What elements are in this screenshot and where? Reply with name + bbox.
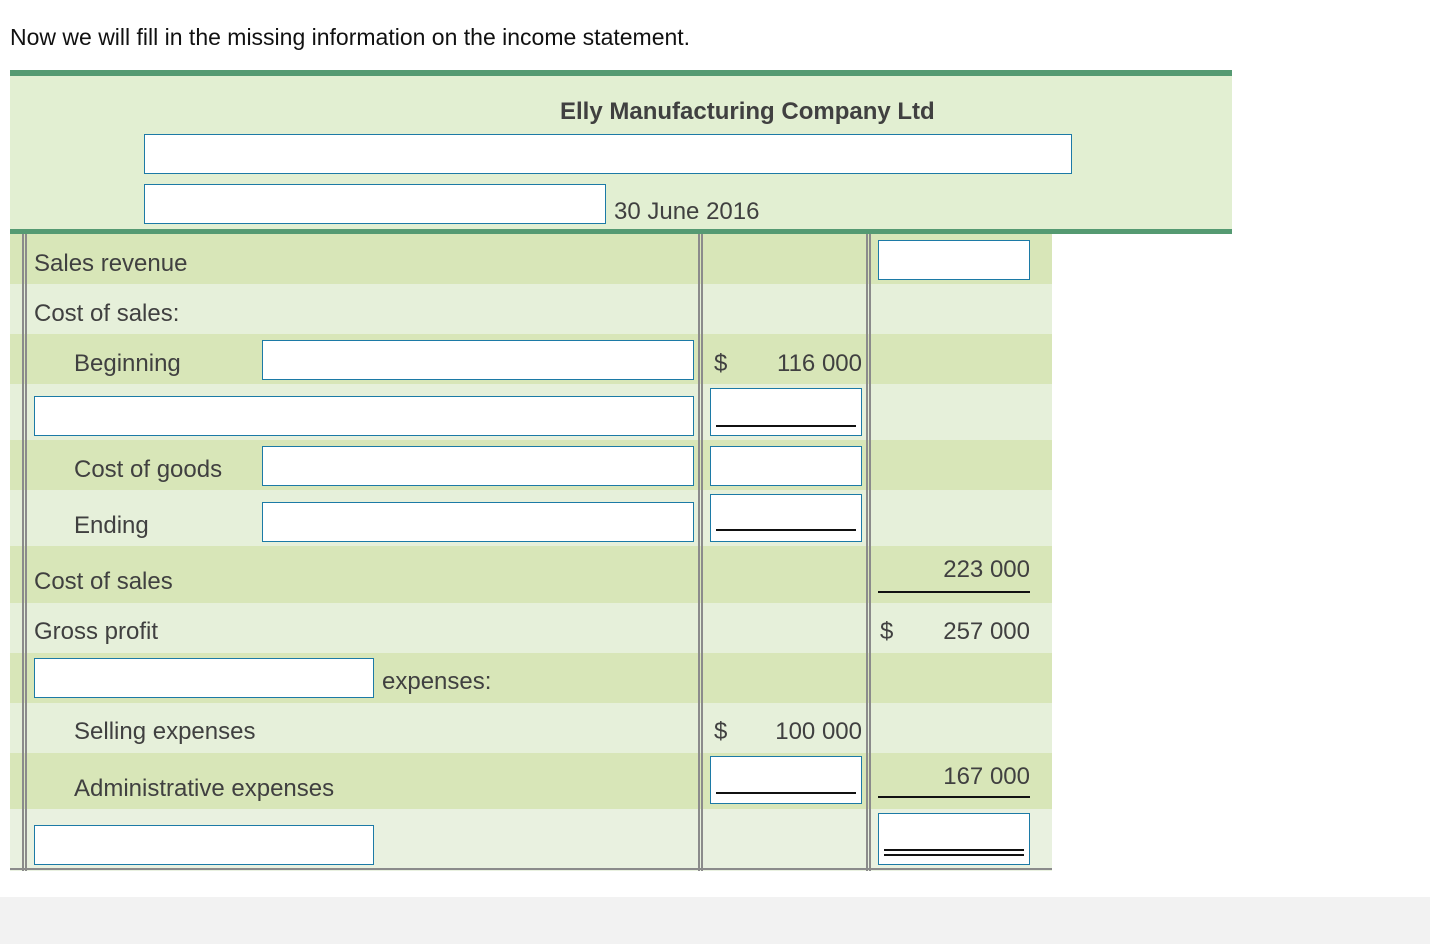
double-underline-bottom: [884, 854, 1024, 856]
column-divider: [22, 234, 27, 871]
cost-of-goods-item-input[interactable]: [262, 446, 694, 486]
total-underline: [878, 591, 1030, 593]
sales-revenue-total-input[interactable]: [878, 240, 1030, 280]
subtotal-underline: [716, 529, 856, 531]
statement-header: [10, 70, 1232, 234]
ending-label: Ending: [74, 512, 149, 539]
net-result-total-input[interactable]: [878, 813, 1030, 865]
beginning-label: Beginning: [74, 350, 181, 377]
gross-profit-total: 257 000: [943, 618, 1030, 645]
selling-expenses-label: Selling expenses: [74, 718, 256, 745]
cost-of-goods-amount-input[interactable]: [710, 446, 862, 486]
expenses-type-input[interactable]: [34, 658, 374, 698]
column-divider: [698, 234, 703, 871]
beginning-item-input[interactable]: [262, 340, 694, 380]
gross-profit-currency: $: [880, 618, 894, 645]
administrative-expenses-amount-input[interactable]: [710, 756, 862, 804]
cost-of-sales-total: 223 000: [943, 556, 1030, 583]
cost-of-sales-heading: Cost of sales:: [34, 300, 180, 327]
double-underline-top: [884, 849, 1024, 851]
total-expenses-amount: 167 000: [943, 763, 1030, 790]
subtotal-underline: [716, 792, 856, 794]
sales-revenue-label: Sales revenue: [34, 250, 188, 277]
table-row: [10, 603, 1052, 653]
page-footer-bar: [0, 897, 1430, 944]
instruction-text: Now we will fill in the missing information on the income statement.: [10, 24, 691, 50]
statement-title-input[interactable]: [144, 134, 1072, 174]
table-bottom-border: [10, 868, 1052, 870]
ending-item-input[interactable]: [262, 502, 694, 542]
purchases-label-input[interactable]: [34, 396, 694, 436]
purchases-amount-input[interactable]: [710, 388, 862, 436]
total-underline: [878, 796, 1030, 798]
selling-currency: $: [714, 718, 728, 745]
cost-of-sales-label: Cost of sales: [34, 568, 173, 595]
income-statement-table: [10, 234, 1052, 871]
beginning-amount: 116 000: [777, 350, 862, 377]
ending-amount-input[interactable]: [710, 494, 862, 542]
gross-profit-label: Gross profit: [34, 618, 159, 645]
statement-date: 30 June 2016: [614, 198, 760, 225]
company-name: Elly Manufacturing Company Ltd: [560, 98, 935, 125]
expenses-heading-suffix: expenses:: [382, 668, 492, 695]
subtotal-underline: [716, 425, 856, 427]
cost-of-goods-label: Cost of goods: [74, 456, 223, 483]
selling-expenses-amount: 100 000: [775, 718, 862, 745]
column-divider: [866, 234, 871, 871]
net-result-label-input[interactable]: [34, 825, 374, 865]
beginning-currency: $: [714, 350, 728, 377]
administrative-expenses-label: Administrative expenses: [74, 775, 335, 802]
period-label-input[interactable]: [144, 184, 606, 224]
